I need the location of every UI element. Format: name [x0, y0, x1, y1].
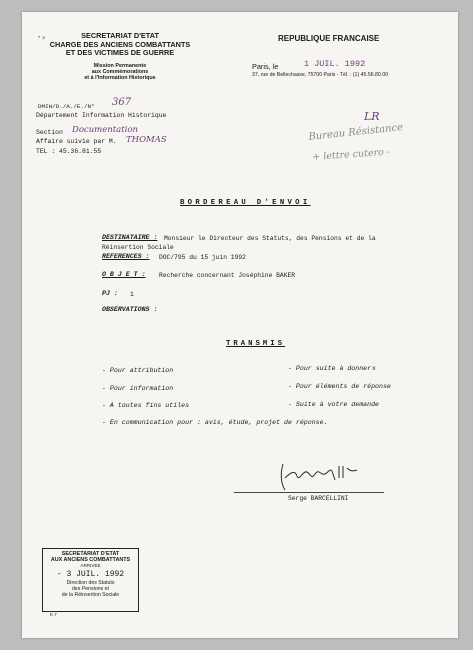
- stamp-line5: des Pensions et: [72, 586, 109, 592]
- tel-line: TEL : 45.36.81.55: [36, 148, 102, 155]
- pj-value: 1: [130, 291, 134, 298]
- republic-title: REPUBLIQUE FRANCAISE: [278, 34, 380, 43]
- header-mark: * ×: [38, 36, 46, 42]
- section-value: Documentation: [72, 125, 138, 135]
- option-elements-reponse: - Pour éléments de réponse: [288, 383, 391, 390]
- signatory-name: Serge BARCELLINI: [288, 495, 349, 502]
- letterhead-left: [40, 32, 200, 82]
- observations-label: OBSERVATIONS :: [102, 306, 158, 313]
- letterhead-line3: ET DES VICTIMES DE GUERRE: [65, 48, 175, 58]
- stamp-code: K 7: [50, 612, 57, 617]
- references-value: DOC/795 du 15 juin 1992: [159, 254, 246, 261]
- mission-line1: Mission Permanente: [93, 62, 147, 69]
- destinataire-value-line1: Monsieur le Directeur des Statuts, des Pensions et de la: [164, 235, 376, 242]
- margin-note-line2: + lettre cutero -: [312, 146, 391, 163]
- affair-value: THOMAS: [126, 135, 167, 145]
- destinataire-label: DESTINATAIRE :: [102, 234, 158, 241]
- references-label: REFERENCES :: [102, 253, 150, 260]
- stamp-line3: ARRIVEE: [80, 563, 101, 568]
- mission-line3: et à l'Information Historique: [84, 75, 156, 82]
- option-communication: - En communication pour : avis, étude, projet de réponse.: [102, 419, 328, 426]
- stamp-line2: AUX ANCIENS COMBATTANTS: [50, 557, 131, 563]
- objet-value: Recherche concernant Joséphine BAKER: [159, 272, 296, 279]
- affair-label: Affaire suivie par M.: [36, 138, 117, 145]
- option-suite-a-donner: - Pour suite à donner: [288, 365, 372, 372]
- stamp-date: - 3 JUIL. 1992: [56, 570, 125, 579]
- ref-number: 367: [112, 97, 132, 108]
- received-stamp: [42, 548, 139, 612]
- option-checked-mark: x: [372, 365, 376, 372]
- stamp-line6: de la Réinsertion Sociale: [61, 592, 120, 598]
- option-suite-demande: - Suite à votre demande: [288, 401, 380, 408]
- margin-note-line1: Bureau Résistance: [308, 122, 404, 143]
- stamp-line4: Direction des Statuts: [66, 580, 115, 586]
- ref-prefix: DMIH/D./A./E./N°: [38, 103, 95, 110]
- document-page: [22, 12, 458, 638]
- pj-label: PJ :: [102, 290, 118, 297]
- signature-line: [234, 492, 384, 493]
- document-title: BORDEREAU D'ENVOI: [180, 199, 311, 207]
- handwritten-signature: [277, 460, 367, 494]
- stamp-line1: SECRETARIAT D'ETAT: [61, 551, 120, 557]
- place-label: Paris, le: [252, 62, 279, 71]
- destinataire-value-line2: Réinsertion Sociale: [102, 244, 174, 251]
- date-stamp: 1 JUIL. 1992: [304, 59, 366, 69]
- option-attribution: - Pour attribution: [102, 367, 174, 374]
- section-label: Section: [36, 129, 63, 136]
- option-toutes-fins: - A toutes fins utiles: [102, 402, 190, 409]
- letterhead-line1: SECRETARIAT D'ETAT: [81, 31, 159, 40]
- department-line: Département Information Historique: [36, 112, 167, 119]
- letterhead-line2: CHARGE DES ANCIENS COMBATTANTS: [49, 39, 191, 49]
- address-line: 37, rue de Bellechasse, 75700 Paris - Tél. : (1) 45.56.80.00: [252, 72, 389, 78]
- mission-line2: aux Commémorations: [91, 69, 149, 76]
- objet-label: O B J E T :: [102, 271, 146, 278]
- margin-initials: LR: [364, 110, 380, 123]
- option-information: - Pour information: [102, 385, 174, 392]
- transmis-heading: TRANSMIS: [226, 340, 286, 348]
